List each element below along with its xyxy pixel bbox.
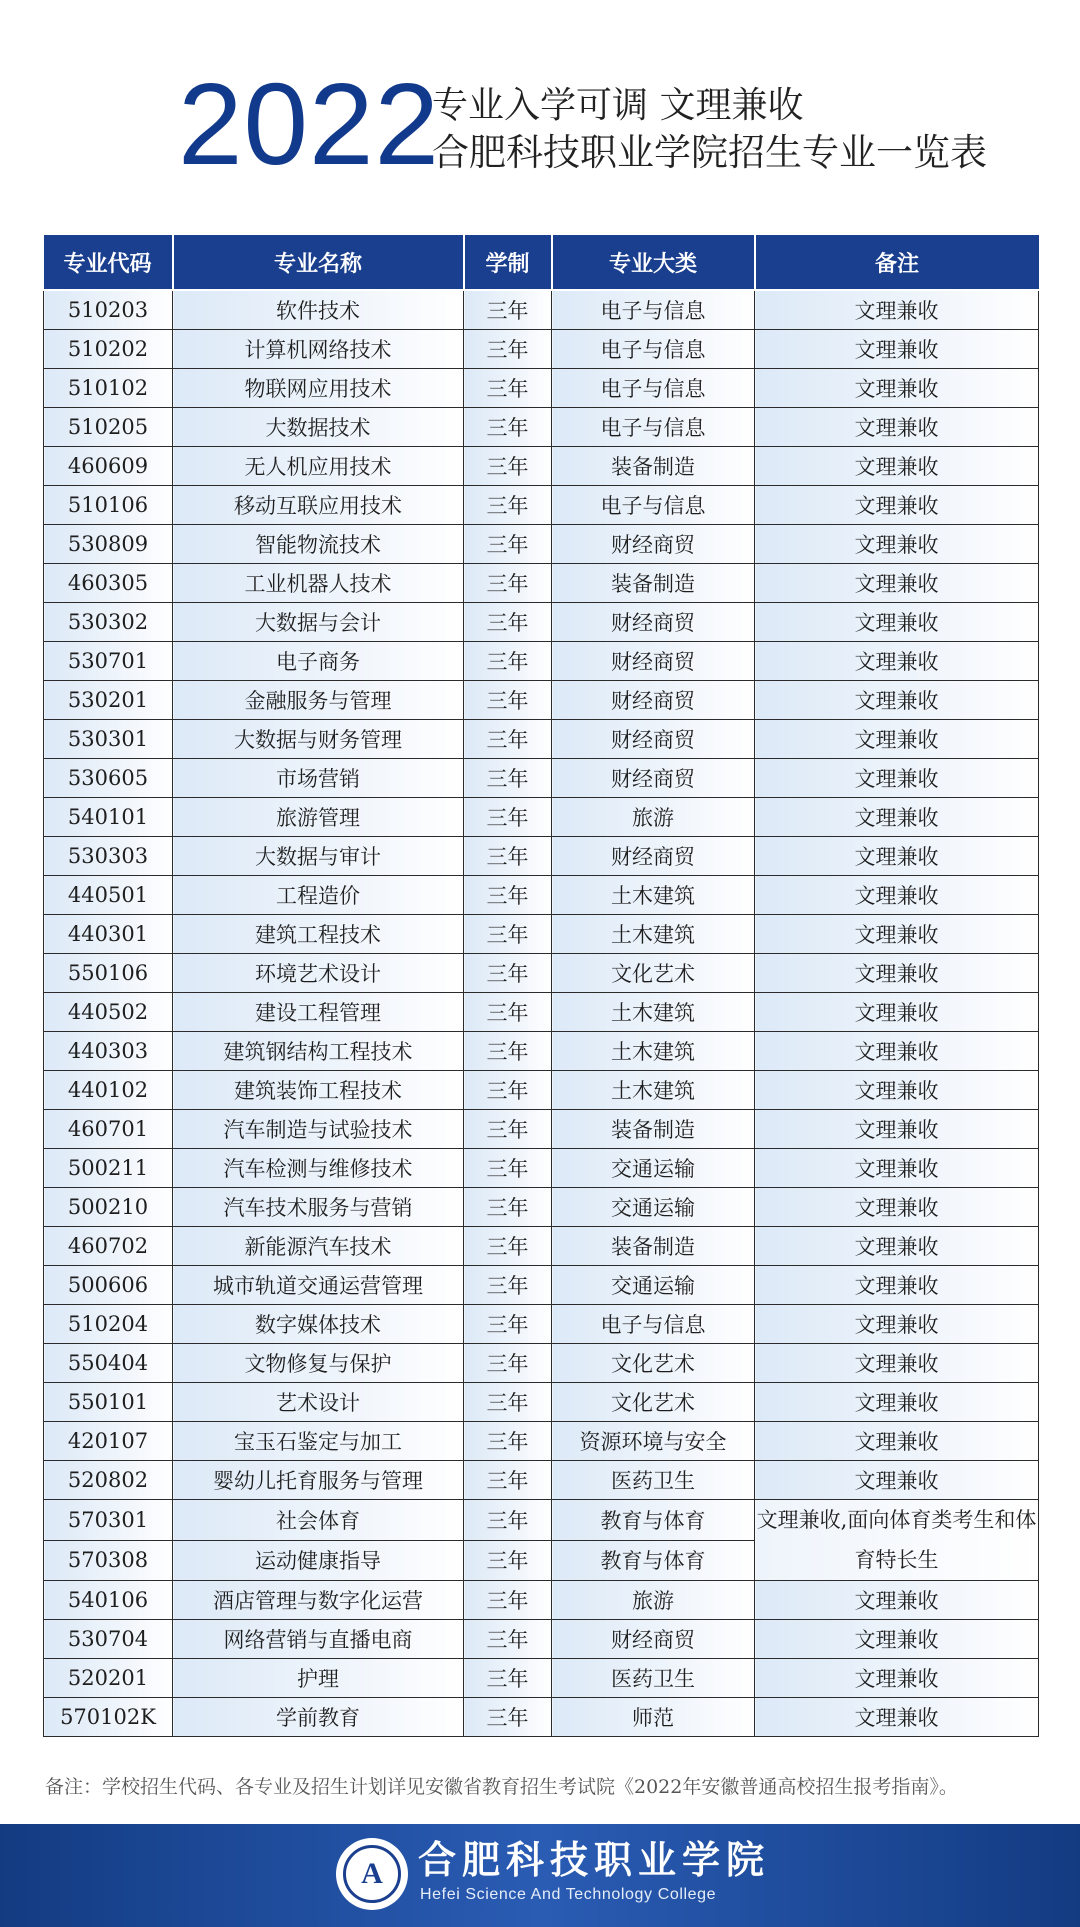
table-row: [44, 369, 1039, 408]
cell-years: 三年: [464, 1540, 552, 1581]
table-row: [44, 486, 1039, 525]
cell-years: 三年: [464, 1110, 552, 1149]
cell-name: 文物修复与保护: [173, 1344, 464, 1383]
cell-years: 三年: [464, 1581, 552, 1620]
table-body: [44, 290, 1039, 1737]
cell-years: 三年: [464, 915, 552, 954]
cell-years: 三年: [464, 525, 552, 564]
cell-note: 文理兼收: [755, 1620, 1039, 1659]
cell-note: 文理兼收: [755, 290, 1039, 330]
cell-code: 510203: [44, 290, 173, 330]
cell-category: 交通运输: [552, 1266, 755, 1305]
cell-name: 建筑工程技术: [173, 915, 464, 954]
cell-code: 540101: [44, 798, 173, 837]
cell-code: 520802: [44, 1461, 173, 1500]
cell-code: 530303: [44, 837, 173, 876]
cell-years: 三年: [464, 1266, 552, 1305]
cell-note: 文理兼收: [755, 330, 1039, 369]
cell-category: 装备制造: [552, 564, 755, 603]
cell-note: 文理兼收: [755, 915, 1039, 954]
table-row: [44, 798, 1039, 837]
cell-note: 文理兼收: [755, 1383, 1039, 1422]
cell-name: 数字媒体技术: [173, 1305, 464, 1344]
cell-years: 三年: [464, 681, 552, 720]
cell-name: 工业机器人技术: [173, 564, 464, 603]
cell-code: 530301: [44, 720, 173, 759]
cell-code: 510205: [44, 408, 173, 447]
majors-table-container: [43, 235, 1038, 1737]
table-row: [44, 1620, 1039, 1659]
cell-category: 旅游: [552, 798, 755, 837]
cell-years: 三年: [464, 1344, 552, 1383]
college-name-cn: 合肥科技职业学院: [418, 1837, 771, 1882]
cell-years: 三年: [464, 1071, 552, 1110]
cell-name: 宝玉石鉴定与加工: [173, 1422, 464, 1461]
cell-code: 510202: [44, 330, 173, 369]
cell-years: 三年: [464, 1698, 552, 1737]
cell-years: 三年: [464, 330, 552, 369]
cell-category: 旅游: [552, 1581, 755, 1620]
cell-note: 文理兼收: [755, 447, 1039, 486]
cell-category: 财经商贸: [552, 837, 755, 876]
cell-category: 财经商贸: [552, 525, 755, 564]
cell-name: 物联网应用技术: [173, 369, 464, 408]
cell-name: 护理: [173, 1659, 464, 1698]
cell-name: 移动互联应用技术: [173, 486, 464, 525]
cell-code: 570301: [44, 1500, 173, 1541]
cell-category: 文化艺术: [552, 1383, 755, 1422]
cell-code: 440303: [44, 1032, 173, 1071]
cell-years: 三年: [464, 642, 552, 681]
table-row: [44, 1581, 1039, 1620]
footer-banner: [0, 1824, 1080, 1927]
cell-note: 文理兼收: [755, 681, 1039, 720]
table-row: [44, 1188, 1039, 1227]
cell-years: 三年: [464, 369, 552, 408]
cell-note: 文理兼收: [755, 1698, 1039, 1737]
table-row: [44, 525, 1039, 564]
table-row: [44, 603, 1039, 642]
cell-years: 三年: [464, 1500, 552, 1541]
cell-years: 三年: [464, 1620, 552, 1659]
cell-name: 市场营销: [173, 759, 464, 798]
cell-years: 三年: [464, 1227, 552, 1266]
cell-note: 文理兼收: [755, 1032, 1039, 1071]
table-row: [44, 1305, 1039, 1344]
cell-note: 文理兼收: [755, 954, 1039, 993]
cell-code: 530701: [44, 642, 173, 681]
cell-years: 三年: [464, 290, 552, 330]
cell-category: 土木建筑: [552, 876, 755, 915]
cell-category: 电子与信息: [552, 290, 755, 330]
cell-category: 财经商贸: [552, 603, 755, 642]
cell-category: 电子与信息: [552, 330, 755, 369]
table-row: [44, 330, 1039, 369]
table-row: [44, 915, 1039, 954]
table-row: [44, 1698, 1039, 1737]
table-row: [44, 1149, 1039, 1188]
table-row: [44, 759, 1039, 798]
cell-years: 三年: [464, 954, 552, 993]
column-header-code: 专业代码: [44, 235, 173, 290]
cell-years: 三年: [464, 1305, 552, 1344]
cell-category: 资源环境与安全: [552, 1422, 755, 1461]
table-row: [44, 681, 1039, 720]
cell-years: 三年: [464, 759, 552, 798]
table-row: [44, 564, 1039, 603]
cell-name: 环境艺术设计: [173, 954, 464, 993]
cell-note: 文理兼收,面向体育类考生和体育特长生: [755, 1500, 1039, 1581]
cell-years: 三年: [464, 408, 552, 447]
cell-note: 文理兼收: [755, 642, 1039, 681]
table-row: [44, 1071, 1039, 1110]
cell-name: 新能源汽车技术: [173, 1227, 464, 1266]
cell-name: 艺术设计: [173, 1383, 464, 1422]
cell-note: 文理兼收: [755, 876, 1039, 915]
page-header: [0, 0, 1080, 220]
cell-name: 计算机网络技术: [173, 330, 464, 369]
table-row: [44, 876, 1039, 915]
cell-name: 大数据与审计: [173, 837, 464, 876]
cell-name: 工程造价: [173, 876, 464, 915]
cell-category: 电子与信息: [552, 1305, 755, 1344]
cell-years: 三年: [464, 564, 552, 603]
cell-name: 无人机应用技术: [173, 447, 464, 486]
cell-note: 文理兼收: [755, 369, 1039, 408]
cell-name: 大数据与会计: [173, 603, 464, 642]
cell-name: 大数据与财务管理: [173, 720, 464, 759]
cell-note: 文理兼收: [755, 486, 1039, 525]
majors-table: [43, 235, 1039, 1737]
cell-years: 三年: [464, 1032, 552, 1071]
cell-name: 汽车技术服务与营销: [173, 1188, 464, 1227]
cell-note: 文理兼收: [755, 837, 1039, 876]
cell-name: 建设工程管理: [173, 993, 464, 1032]
cell-note: 文理兼收: [755, 564, 1039, 603]
cell-name: 旅游管理: [173, 798, 464, 837]
cell-category: 土木建筑: [552, 1032, 755, 1071]
cell-code: 440102: [44, 1071, 173, 1110]
table-row: [44, 1110, 1039, 1149]
cell-code: 510102: [44, 369, 173, 408]
cell-years: 三年: [464, 1149, 552, 1188]
cell-code: 550101: [44, 1383, 173, 1422]
cell-note: 文理兼收: [755, 798, 1039, 837]
subtitle-admission: 专业入学可调 文理兼收: [432, 85, 804, 126]
column-header-name: 专业名称: [173, 235, 464, 290]
cell-code: 570102K: [44, 1698, 173, 1737]
cell-category: 装备制造: [552, 447, 755, 486]
cell-category: 交通运输: [552, 1149, 755, 1188]
table-row: [44, 720, 1039, 759]
cell-note: 文理兼收: [755, 408, 1039, 447]
cell-category: 交通运输: [552, 1188, 755, 1227]
cell-code: 520201: [44, 1659, 173, 1698]
cell-note: 文理兼收: [755, 1659, 1039, 1698]
cell-years: 三年: [464, 1659, 552, 1698]
cell-note: 文理兼收: [755, 1110, 1039, 1149]
table-row: [44, 642, 1039, 681]
cell-code: 440501: [44, 876, 173, 915]
cell-category: 电子与信息: [552, 369, 755, 408]
cell-note: 文理兼收: [755, 1422, 1039, 1461]
cell-category: 土木建筑: [552, 1071, 755, 1110]
cell-note: 文理兼收: [755, 720, 1039, 759]
table-row: [44, 1383, 1039, 1422]
cell-years: 三年: [464, 876, 552, 915]
table-row: [44, 954, 1039, 993]
table-row: [44, 447, 1039, 486]
cell-category: 教育与体育: [552, 1540, 755, 1581]
cell-code: 550404: [44, 1344, 173, 1383]
column-header-category: 专业大类: [552, 235, 755, 290]
cell-category: 医药卫生: [552, 1461, 755, 1500]
cell-years: 三年: [464, 720, 552, 759]
cell-note: 文理兼收: [755, 603, 1039, 642]
cell-name: 城市轨道交通运营管理: [173, 1266, 464, 1305]
cell-years: 三年: [464, 1383, 552, 1422]
table-header-row: [44, 235, 1039, 290]
cell-years: 三年: [464, 1461, 552, 1500]
column-header-note: 备注: [755, 235, 1039, 290]
cell-code: 500210: [44, 1188, 173, 1227]
cell-note: 文理兼收: [755, 1188, 1039, 1227]
cell-name: 大数据技术: [173, 408, 464, 447]
cell-code: 530605: [44, 759, 173, 798]
cell-category: 装备制造: [552, 1110, 755, 1149]
cell-code: 550106: [44, 954, 173, 993]
cell-name: 建筑钢结构工程技术: [173, 1032, 464, 1071]
subtitle-table-name: 合肥科技职业学院招生专业一览表: [432, 131, 987, 174]
cell-code: 420107: [44, 1422, 173, 1461]
table-row: [44, 290, 1039, 330]
cell-category: 财经商贸: [552, 720, 755, 759]
cell-note: 文理兼收: [755, 1581, 1039, 1620]
cell-years: 三年: [464, 837, 552, 876]
cell-name: 汽车制造与试验技术: [173, 1110, 464, 1149]
cell-name: 软件技术: [173, 290, 464, 330]
cell-category: 财经商贸: [552, 642, 755, 681]
college-logo-icon: [336, 1838, 408, 1910]
cell-years: 三年: [464, 486, 552, 525]
cell-category: 财经商贸: [552, 1620, 755, 1659]
cell-note: 文理兼收: [755, 993, 1039, 1032]
cell-code: 440301: [44, 915, 173, 954]
footnote: 备注：学校招生代码、各专业及招生计划详见安徽省教育招生考试院《2022年安徽普通高校招生报考指南》。: [45, 1776, 958, 1798]
table-row: [44, 408, 1039, 447]
cell-code: 460701: [44, 1110, 173, 1149]
cell-name: 学前教育: [173, 1698, 464, 1737]
cell-note: 文理兼收: [755, 1461, 1039, 1500]
cell-code: 530302: [44, 603, 173, 642]
cell-code: 530809: [44, 525, 173, 564]
cell-name: 汽车检测与维修技术: [173, 1149, 464, 1188]
cell-years: 三年: [464, 603, 552, 642]
cell-note: 文理兼收: [755, 759, 1039, 798]
table-row: [44, 993, 1039, 1032]
cell-note: 文理兼收: [755, 1266, 1039, 1305]
table-row: [44, 1266, 1039, 1305]
college-name-en: Hefei Science And Technology College: [420, 1886, 717, 1903]
cell-name: 金融服务与管理: [173, 681, 464, 720]
cell-name: 运动健康指导: [173, 1540, 464, 1581]
table-row: [44, 1659, 1039, 1698]
cell-name: 智能物流技术: [173, 525, 464, 564]
cell-name: 婴幼儿托育服务与管理: [173, 1461, 464, 1500]
cell-years: 三年: [464, 798, 552, 837]
cell-category: 教育与体育: [552, 1500, 755, 1541]
cell-code: 500606: [44, 1266, 173, 1305]
cell-name: 社会体育: [173, 1500, 464, 1541]
cell-code: 460702: [44, 1227, 173, 1266]
cell-note: 文理兼收: [755, 525, 1039, 564]
table-row: [44, 1227, 1039, 1266]
table-row: [44, 1422, 1039, 1461]
logo-emblem: A: [343, 1845, 401, 1903]
cell-code: 530201: [44, 681, 173, 720]
cell-name: 酒店管理与数字化运营: [173, 1581, 464, 1620]
cell-category: 财经商贸: [552, 681, 755, 720]
cell-note: 文理兼收: [755, 1227, 1039, 1266]
cell-code: 510204: [44, 1305, 173, 1344]
cell-category: 文化艺术: [552, 954, 755, 993]
cell-name: 电子商务: [173, 642, 464, 681]
cell-note: 文理兼收: [755, 1149, 1039, 1188]
cell-code: 540106: [44, 1581, 173, 1620]
cell-years: 三年: [464, 1422, 552, 1461]
table-row: [44, 1500, 1039, 1541]
cell-years: 三年: [464, 993, 552, 1032]
cell-name: 建筑装饰工程技术: [173, 1071, 464, 1110]
cell-category: 文化艺术: [552, 1344, 755, 1383]
column-header-years: 学制: [464, 235, 552, 290]
cell-category: 电子与信息: [552, 408, 755, 447]
cell-note: 文理兼收: [755, 1305, 1039, 1344]
cell-category: 师范: [552, 1698, 755, 1737]
table-row: [44, 837, 1039, 876]
cell-category: 电子与信息: [552, 486, 755, 525]
table-row: [44, 1344, 1039, 1383]
cell-years: 三年: [464, 1188, 552, 1227]
cell-category: 土木建筑: [552, 993, 755, 1032]
table-row: [44, 1461, 1039, 1500]
cell-category: 土木建筑: [552, 915, 755, 954]
cell-code: 500211: [44, 1149, 173, 1188]
cell-code: 510106: [44, 486, 173, 525]
cell-code: 440502: [44, 993, 173, 1032]
cell-name: 网络营销与直播电商: [173, 1620, 464, 1659]
cell-category: 医药卫生: [552, 1659, 755, 1698]
cell-code: 530704: [44, 1620, 173, 1659]
year-title: 2022: [178, 59, 441, 189]
cell-code: 460305: [44, 564, 173, 603]
cell-years: 三年: [464, 447, 552, 486]
cell-category: 财经商贸: [552, 759, 755, 798]
cell-note: 文理兼收: [755, 1071, 1039, 1110]
table-row: [44, 1032, 1039, 1071]
cell-category: 装备制造: [552, 1227, 755, 1266]
cell-code: 570308: [44, 1540, 173, 1581]
cell-note: 文理兼收: [755, 1344, 1039, 1383]
cell-code: 460609: [44, 447, 173, 486]
